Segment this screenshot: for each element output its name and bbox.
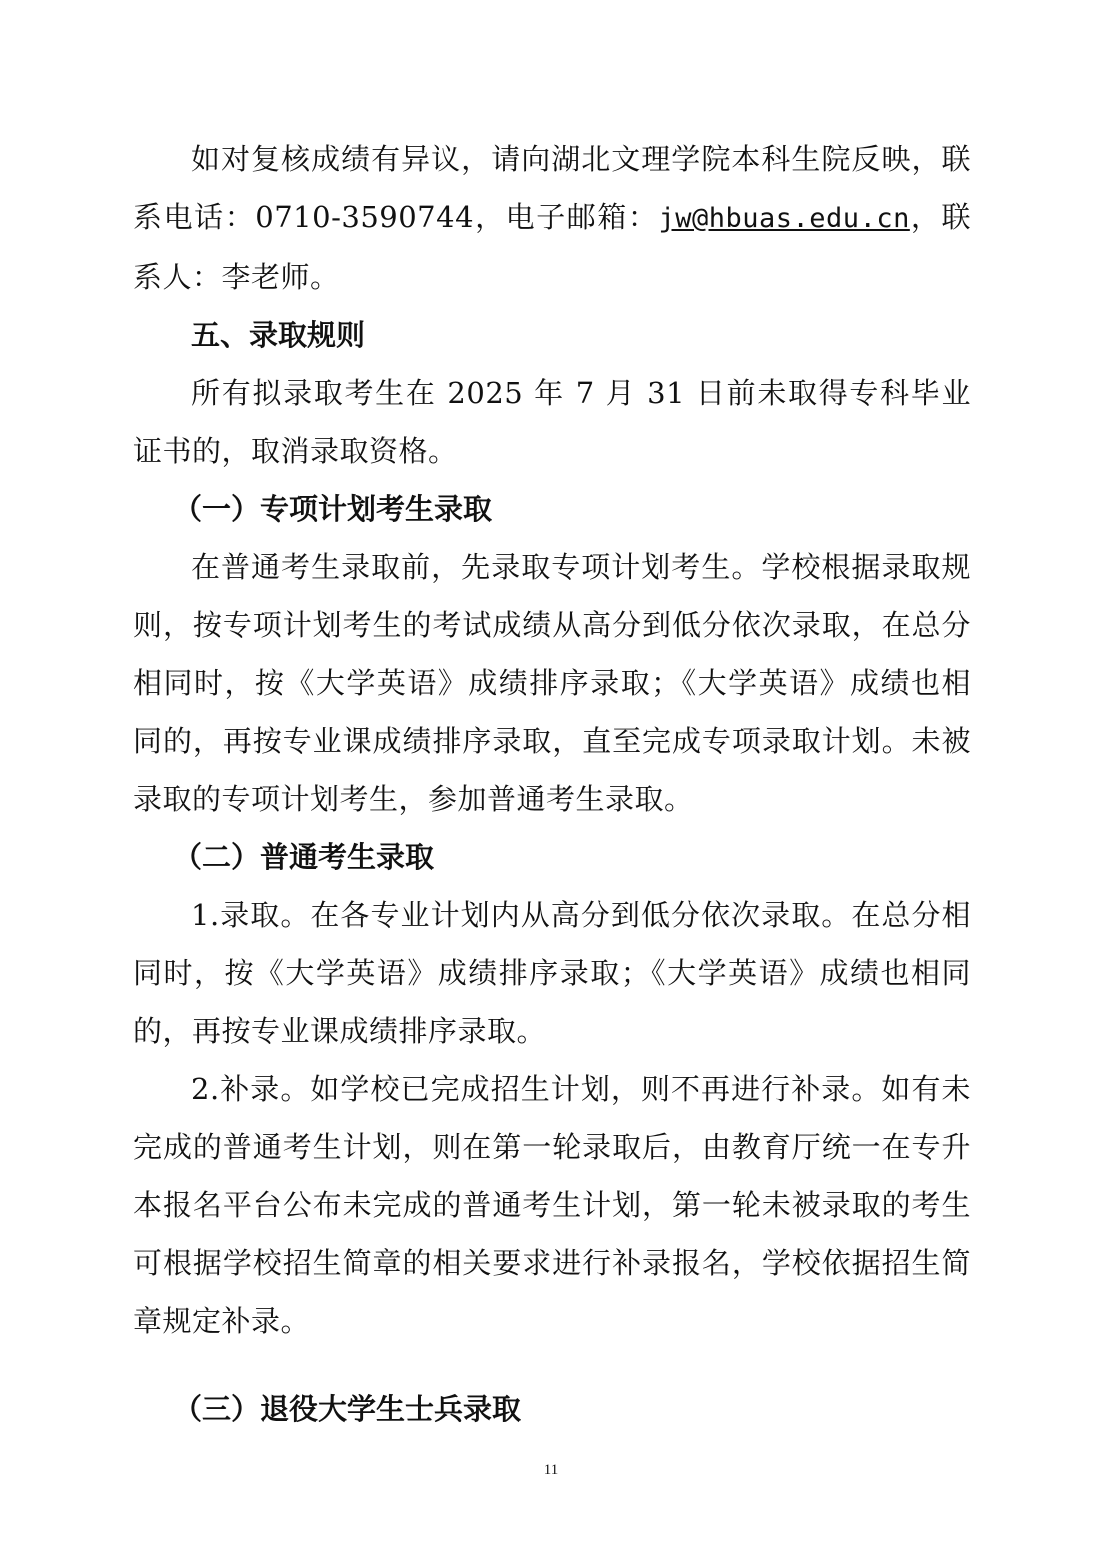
subsection-1-heading: （一）专项计划考生录取 (173, 492, 493, 526)
document-body (133, 130, 971, 1438)
subsection-2-heading: （二）普通考生录取 (173, 840, 435, 874)
subsection-1-body: 在普通考生录取前，先录取专项计划考生。学校根据录取规则，按专项计划考生的考试成绩从高分到低分依次录取，在总分相同时，按《大学英语》成绩排序录取；《大学英语》成绩也相同的，再按专业课成绩排序录取，直至完成专项录取计划。未被录取的专项计划考生，参加普通考生录取。 (133, 550, 971, 816)
email-link[interactable]: jw@hbuas.edu.cn (658, 203, 910, 234)
contact-text-after-email: ，联系人：李老师。 (133, 200, 971, 294)
contact-text-before-email: 如对复核成绩有异议，请向湖北文理学院本科生院反映，联系电话：0710-3590744，电子邮箱： (133, 142, 971, 234)
section-5-intro: 所有拟录取考生在 2025 年 7 月 31 日前未取得专科毕业证书的，取消录取资格。 (133, 376, 971, 468)
paragraph-contact-info (133, 130, 971, 306)
subsection-2-item-2: 2.补录。如学校已完成招生计划，则不再进行补录。如有未完成的普通考生计划，则在第一轮录取后，由教育厅统一在专升本报名平台公布未完成的普通考生计划，第一轮未被录取的考生可根据学校招生简章的相关要求进行补录报名，学校依据招生简章规定补录。 (133, 1072, 971, 1338)
page-number: 11 (543, 1462, 559, 1478)
subsection-2-item-1: 1.录取。在各专业计划内从高分到低分依次录取。在总分相同时，按《大学英语》成绩排序录取；《大学英语》成绩也相同的，再按专业课成绩排序录取。 (133, 898, 971, 1048)
subsection-3-heading: （三）退役大学生士兵录取 (173, 1392, 522, 1426)
section-5-heading: 五、录取规则 (191, 318, 366, 352)
